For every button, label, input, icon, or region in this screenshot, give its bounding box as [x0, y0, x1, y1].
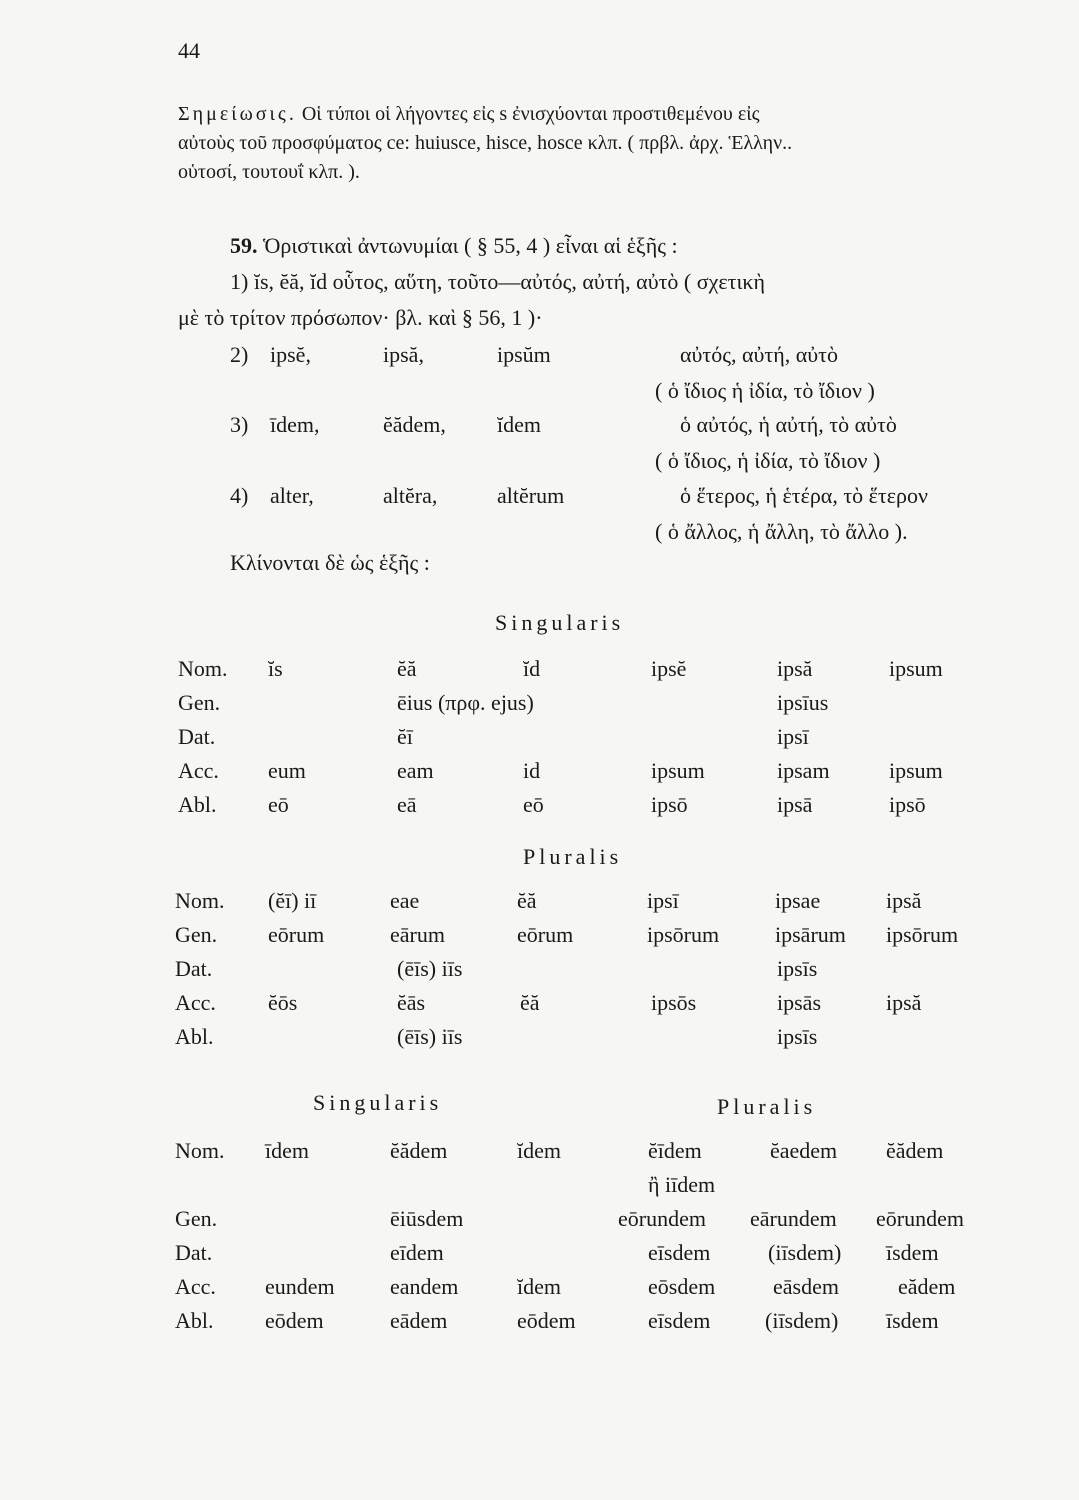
item-latin-n: ipsŭm [497, 342, 551, 367]
form-cell: eōrum [517, 922, 574, 947]
item-greek-2: ( ὁ ἄλλος, ἡ ἄλλη, τὸ ἄλλο ). [655, 519, 908, 544]
form-cell: ĭdem [517, 1274, 561, 1299]
form-cell: eōrundem [618, 1206, 706, 1231]
item-greek-2: ( ὁ ἴδιος ἡ ἰδία, τὸ ἴδιον ) [655, 378, 875, 403]
item-greek-1: ὁ ἕτερος, ἡ ἑτέρα, τὸ ἕτερον [680, 483, 928, 508]
item-latin-m: īdem, [270, 412, 320, 437]
form-cell: ĭd [523, 656, 541, 681]
item-latin-n: ĭdem [497, 412, 541, 437]
plural-header: Pluralis [523, 844, 623, 869]
item-latin-n: altĕrum [497, 483, 565, 508]
form-cell: ipsōs [651, 990, 697, 1015]
form-cell: ĕās [397, 990, 426, 1015]
item-greek-1: ὁ αὐτός, ἡ αὐτή, τὸ αὐτὸ [680, 412, 897, 437]
item-1-line-2: μὲ τὸ τρίτον πρόσωπον· βλ. καὶ § 56, 1 )· [178, 305, 543, 330]
form-cell: ipsīs [777, 956, 818, 981]
form-cell: eōrum [268, 922, 325, 947]
form-cell: eum [268, 758, 306, 783]
case-label: Nom. [178, 656, 228, 681]
form-cell: eīsdem [648, 1240, 711, 1265]
form-cell: ĕă [517, 888, 537, 913]
form-cell: eō [268, 792, 289, 817]
form-cell: ipsīs [777, 1024, 818, 1049]
form-cell: eādem [390, 1308, 448, 1333]
form-cell: ipsam [777, 758, 830, 783]
form-cell: ipsă [777, 656, 813, 681]
form-cell: ipsum [889, 656, 943, 681]
form-cell: ipsō [651, 792, 688, 817]
form-cell: eārum [390, 922, 445, 947]
item-latin-m: ipsĕ, [270, 342, 311, 367]
form-cell: eīsdem [648, 1308, 711, 1333]
form-cell: eōrundem [876, 1206, 964, 1231]
form-cell: ipsōrum [886, 922, 959, 947]
case-label: Abl. [175, 1308, 214, 1333]
form-cell: ipsō [889, 792, 926, 817]
form-cell: ipsās [777, 990, 821, 1015]
item-latin-f: ĕădem, [383, 412, 446, 437]
case-label: Acc. [175, 990, 216, 1015]
form-cell: ĭdem [517, 1138, 561, 1163]
note-text-1: Οἱ τύποι οἱ λήγοντες εἰς s ἐνισχύονται προστιθεμένου εἰς [301, 103, 760, 125]
singular-header: Singularis [495, 610, 625, 635]
form-cell: eāsdem [773, 1274, 839, 1299]
item-number: 4) [230, 483, 249, 508]
item-latin-f: altĕra, [383, 483, 438, 508]
form-cell: eō [523, 792, 544, 817]
form-cell: ipsārum [775, 922, 846, 947]
form-cell: ipsae [775, 888, 821, 913]
form-cell: ipsī [647, 888, 679, 913]
case-label: Gen. [175, 922, 218, 947]
form-cell: ĕaedem [770, 1138, 838, 1163]
form-cell: ĕōs [268, 990, 298, 1015]
form-cell: ĕădem [390, 1138, 448, 1163]
item-latin-f: ipsă, [383, 342, 424, 367]
form-cell: ipsā [777, 792, 813, 817]
form-cell: (ēīs) iīs [397, 1024, 463, 1049]
declension-intro: Κλίνονται δὲ ὡς ἑξῆς : [230, 550, 430, 575]
form-cell: ĕă [520, 990, 540, 1015]
form-cell: ipsum [651, 758, 705, 783]
form-cell: (ĕī) iī [268, 888, 317, 913]
form-cell: eārundem [750, 1206, 837, 1231]
form-cell: ēius (πρφ. ejus) [397, 690, 534, 715]
form-cell: ĭs [268, 656, 283, 681]
page-number: 44 [178, 38, 200, 63]
form-cell: eā [397, 792, 417, 817]
case-label: Dat. [175, 1240, 213, 1265]
case-label: Dat. [178, 724, 216, 749]
form-cell: ipsă [886, 888, 922, 913]
form-cell: eōdem [265, 1308, 324, 1333]
note-line-1 [178, 100, 978, 129]
form-cell: (ēīs) iīs [397, 956, 463, 981]
form-cell: eădem [898, 1274, 956, 1299]
form-cell: ipsum [889, 758, 943, 783]
form-cell: ipsīus [777, 690, 829, 715]
case-label: Nom. [175, 888, 225, 913]
form-cell: eam [397, 758, 434, 783]
form-cell: ipsōrum [647, 922, 720, 947]
form-cell: eundem [265, 1274, 335, 1299]
note-line-3: οὑτοσί, τουτουΐ κλπ. ). [178, 161, 360, 183]
item-number: 3) [230, 412, 249, 437]
section-title: Ὁριστικαὶ ἀντωνυμίαι ( § 55, 4 ) εἶναι αἱ ἑξῆς : [263, 233, 678, 258]
case-label: Acc. [178, 758, 219, 783]
form-cell: id [523, 758, 541, 783]
item-number: 2) [230, 342, 249, 367]
item-greek-2: ( ὁ ἴδιος, ἡ ἰδία, τὸ ἴδιον ) [655, 448, 881, 473]
singular-header-2: Singularis [313, 1090, 443, 1115]
item-latin-m: alter, [270, 483, 314, 508]
item-1-line-1: 1) ĭs, ĕă, ĭd οὗτος, αὕτη, τοῦτο—αὐτός, αὐτή, αὐτὸ ( σχετικὴ [230, 269, 765, 294]
form-cell: ĕă [397, 656, 417, 681]
form-cell: (iīsdem) [768, 1240, 842, 1265]
note-label: Σημείωσις. [178, 103, 297, 125]
case-label: Gen. [178, 690, 221, 715]
form-cell: īsdem [886, 1308, 939, 1333]
case-label: Dat. [175, 956, 213, 981]
form-cell: ēiūsdem [390, 1206, 464, 1231]
form-cell: eandem [390, 1274, 459, 1299]
form-cell: ĕī [397, 724, 413, 749]
case-label: Nom. [175, 1138, 225, 1163]
case-label: Abl. [175, 1024, 214, 1049]
form-cell: īdem [265, 1138, 309, 1163]
section-number: 59. [230, 233, 258, 258]
form-cell: īsdem [886, 1240, 939, 1265]
plural-header-2: Pluralis [717, 1094, 817, 1119]
form-cell: ipsă [886, 990, 922, 1015]
form-cell: ipsī [777, 724, 809, 749]
form-cell: eōsdem [648, 1274, 716, 1299]
form-cell: eae [390, 888, 420, 913]
form-cell: ipsĕ [651, 656, 687, 681]
case-label: Abl. [178, 792, 217, 817]
form-cell: ἢ iīdem [648, 1172, 716, 1197]
form-cell: (iīsdem) [765, 1308, 839, 1333]
section-heading [230, 233, 678, 259]
form-cell: eōdem [517, 1308, 576, 1333]
item-greek-1: αὐτός, αὐτή, αὐτὸ [680, 342, 838, 367]
note-line-2: αὐτοὺς τοῦ προσφύματος ce: huiusce, hisce, hosce κλπ. ( πρβλ. ἀρχ. Ἑλλην.. [178, 132, 793, 154]
form-cell: ĕīdem [648, 1138, 702, 1163]
form-cell: ĕădem [886, 1138, 944, 1163]
case-label: Acc. [175, 1274, 216, 1299]
case-label: Gen. [175, 1206, 218, 1231]
form-cell: eīdem [390, 1240, 444, 1265]
